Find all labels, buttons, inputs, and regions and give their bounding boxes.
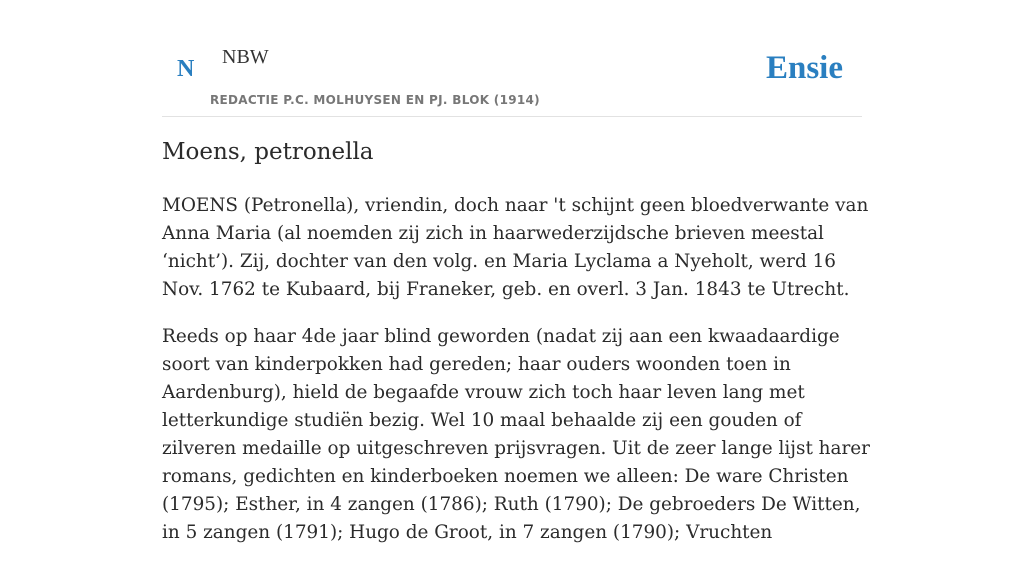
source-name[interactable]: NBW: [222, 46, 269, 68]
source-subtitle: REDACTIE P.C. MOLHUYSEN EN PJ. BLOK (1914): [210, 93, 540, 107]
article-paragraph: MOENS (Petronella), vriendin, doch naar 't schijnt geen bloedverwante van Anna Maria (al noemden zij zich in haarwederzijdsche brieven meestal ‘nicht’). Zij, dochter van den volg. en Maria Lyclama a Nyeholt, werd 16 Nov. 1762 te Kubaard, bij Franeker, geb. en overl. 3 Jan. 1843 te Utrecht.: [162, 195, 869, 300]
source-logo-icon[interactable]: N: [177, 56, 195, 82]
brand-logo[interactable]: Ensie: [765, 50, 843, 86]
article-title: Moens, petronella: [162, 139, 374, 165]
article-body: [162, 192, 872, 566]
article-paragraph: Reeds op haar 4de jaar blind geworden (nadat zij aan een kwaadaardige soort van kinderpokken had gereden; haar ouders woonden toen in Aardenburg), hield de begaafde vrouw zich toch haar leven lang met letterkundige studiën bezig. Wel 10 maal behaalde zij een gouden of zilveren medaille op uitgeschreven prijsvragen. Uit de zeer lange lijst harer romans, gedichten en kinderboeken noemen we alleen: De ware Christen (1795); Esther, in 4 zangen (1786); Ruth (1790); De gebroeders De Witten, in 5 zangen (1791); Hugo de Groot, in 7 zangen (1790); Vruchten: [162, 326, 870, 543]
header: [162, 30, 862, 117]
